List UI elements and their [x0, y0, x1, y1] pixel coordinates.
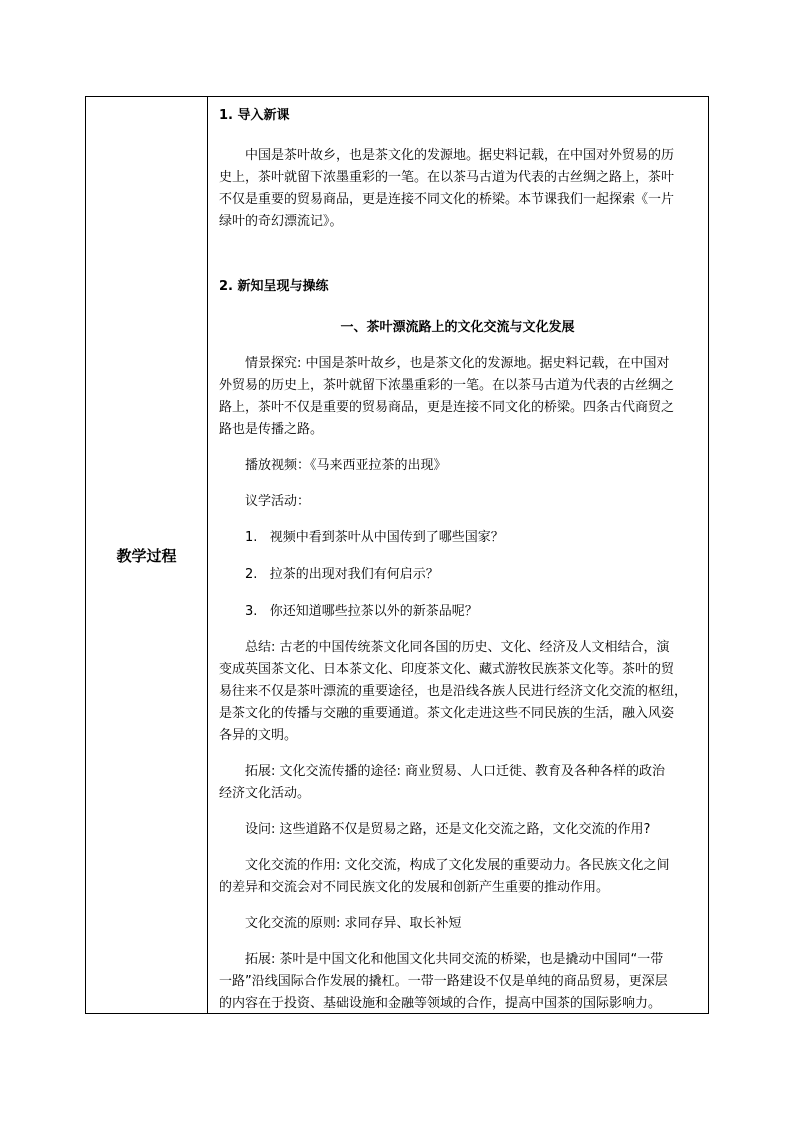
question-line: 设问: 这些道路不仅是贸易之路，还是文化交流之路，文化交流的作用?	[245, 822, 651, 837]
scenario-paragraph-line: 外贸易的历史上，茶叶就留下浓墨重彩的一笔。在以茶马古道为代表的古丝绸之	[219, 378, 675, 393]
summary-paragraph-line: 各异的文明。	[219, 728, 298, 743]
extension2-paragraph-line: 一路”沿线国际合作发展的撬杠。一带一路建设不仅是单纯的商品贸易，更深层	[219, 974, 668, 989]
activity-question: 3. 你还知道哪些拉茶以外的新茶品呢？	[245, 604, 478, 619]
lesson-table	[85, 96, 709, 1014]
intro-paragraph-line: 中国是茶叶故乡，也是茶文化的发源地。据史料记载，在中国对外贸易的历	[245, 148, 675, 163]
scenario-paragraph-line: 路上，茶叶不仅是重要的贸易商品，更是连接不同文化的桥梁。四条古代商贸之	[219, 400, 675, 415]
activity-label: 议学活动：	[245, 494, 311, 509]
intro-paragraph-line: 不仅是重要的贸易商品，更是连接不同文化的桥梁。本节课我们一起探索《一片	[219, 192, 675, 207]
extension-paragraph-line: 拓展: 文化交流传播的途径: 商业贸易、人口迁徙、教育及各种各样的政治	[245, 764, 666, 779]
intro-paragraph-line: 史上，茶叶就留下浓墨重彩的一笔。在以茶马古道为代表的古丝绸之路上，茶叶	[219, 170, 675, 185]
section-heading-new-knowledge: 2. 新知呈现与操练	[219, 279, 329, 294]
scenario-paragraph-line: 路也是传播之路。	[219, 422, 324, 437]
video-line: 播放视频：《马来西亚拉茶的出现》	[245, 458, 447, 473]
principle-line: 文化交流的原则: 求同存异、取长补短	[245, 916, 462, 931]
summary-paragraph-line: 是茶文化的传播与交融的重要通道。茶文化走进这些不同民族的生活，融入风姿	[219, 706, 675, 721]
summary-paragraph-line: 总结: 古老的中国传统茶文化同各国的历史、文化、经济及人文相结合，演	[245, 640, 670, 655]
summary-paragraph-line: 易往来不仅是茶叶漂流的重要途径，也是沿线各族人民进行经济文化交流的枢纽，	[219, 684, 688, 699]
subsection-title: 一、茶叶漂流路上的文化交流与文化发展	[340, 320, 575, 335]
extension-paragraph-line: 经济文化活动。	[219, 786, 311, 801]
activity-question: 1. 视频中看到茶叶从中国传到了哪些国家？	[245, 530, 504, 545]
section-heading-intro: 1. 导入新课	[219, 108, 290, 123]
row-label: 教学过程	[116, 547, 177, 565]
role-paragraph-line: 的差异和交流会对不同民族文化的发展和创新产生重要的推动作用。	[219, 880, 610, 895]
role-paragraph-line: 文化交流的作用: 文化交流，构成了文化发展的重要动力。各民族文化之间	[245, 858, 670, 873]
scenario-paragraph-line: 情景探究: 中国是茶叶故乡，也是茶文化的发源地。据史料记载，在中国对	[245, 356, 670, 371]
intro-paragraph-line: 绿叶的奇幻漂流记》。	[219, 214, 343, 229]
lesson-content-cell	[209, 97, 706, 1013]
activity-question: 2. 拉茶的出现对我们有何启示？	[245, 567, 439, 582]
extension2-paragraph-line: 拓展: 茶叶是中国文化和他国文化共同交流的桥梁，也是撬动中国同“一带	[245, 952, 664, 967]
summary-paragraph-line: 变成英国茶文化、日本茶文化、印度茶文化、藏式游牧民族茶文化等。茶叶的贸	[219, 662, 675, 677]
column-divider	[207, 97, 208, 1013]
extension2-paragraph-line: 的内容在于投资、基础设施和金融等领域的合作，提高中国茶的国际影响力。	[219, 996, 662, 1011]
